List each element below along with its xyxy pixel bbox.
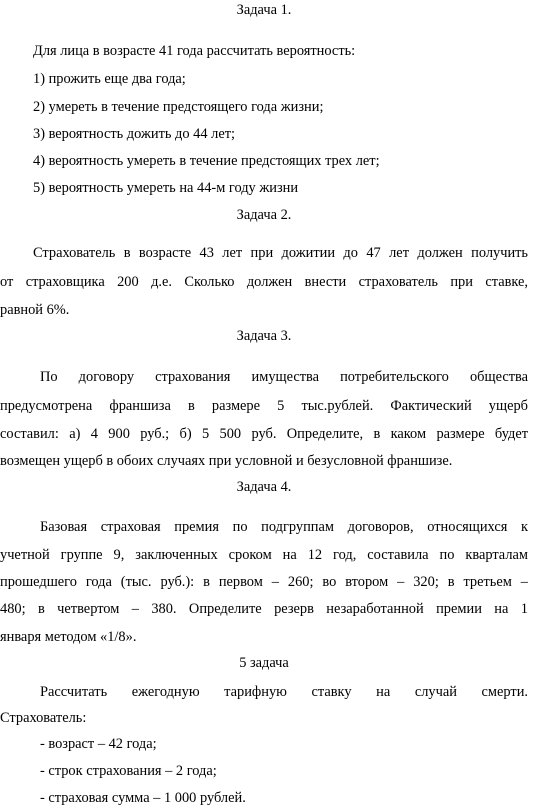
task4-title: Задача 4. <box>236 479 292 495</box>
task1-item-2: 2) умереть в течение предстоящего года жизни; <box>33 99 324 115</box>
task1-item-4: 4) вероятность умереть в течение предстоящих трех лет; <box>33 153 380 169</box>
task4-line-3: прошедшего года (тыс. руб.): в первом – 260; во втором – 320; в третьем – <box>0 574 528 590</box>
task4-line-2: учетной группе 9, заключенных сроком на 12 год, составила по кварталам <box>0 547 528 563</box>
task1-item-1: 1) прожить еще два года; <box>33 71 186 87</box>
task5-item-2: - строк страхования – 2 года; <box>40 763 217 779</box>
task3-line-3: составил: а) 4 900 руб.; б) 5 500 руб. Определите, в каком размере будет <box>0 426 528 442</box>
task2-line-3: равной 6%. <box>0 302 70 318</box>
task1-item-5: 5) вероятность умереть на 44-м году жизни <box>33 180 299 196</box>
task5-item-1: - возраст – 42 года; <box>40 736 157 752</box>
task2-line-1: Страхователь в возрасте 43 лет при дожитии до 47 лет должен получить <box>33 245 528 261</box>
task5-title: 5 задача <box>239 655 289 671</box>
task2-title: Задача 2. <box>236 207 292 223</box>
task4-line-1: Базовая страховая премия по подгруппам договоров, относящихся к <box>40 519 528 535</box>
task5-line-1: Рассчитать ежегодную тарифную ставку на случай смерти. <box>40 684 528 700</box>
task3-line-1: По договору страхования имущества потребительского общества <box>40 369 528 385</box>
task3-line-2: предусмотрена франшиза в размере 5 тыс.рублей. Фактический ущерб <box>0 398 528 414</box>
task2-line-2: от страховщика 200 д.е. Сколько должен внести страхователь при ставке, <box>0 274 528 290</box>
task1-title: Задача 1. <box>236 2 292 18</box>
task4-line-4: 480; в четвертом – 380. Определите резерв незаработанной премии на 1 <box>0 601 528 617</box>
task3-title: Задача 3. <box>236 328 292 344</box>
task1-intro: Для лица в возрасте 41 года рассчитать вероятность: <box>33 43 356 59</box>
task3-line-4: возмещен ущерб в обоих случаях при условной и безусловной франшизе. <box>0 453 453 469</box>
task5-line-2: Страхователь: <box>0 710 87 726</box>
task4-line-5: января методом «1/8». <box>0 629 137 645</box>
task5-item-3: - страховая сумма – 1 000 рублей. <box>40 790 246 806</box>
task1-item-3: 3) вероятность дожить до 44 лет; <box>33 126 236 142</box>
